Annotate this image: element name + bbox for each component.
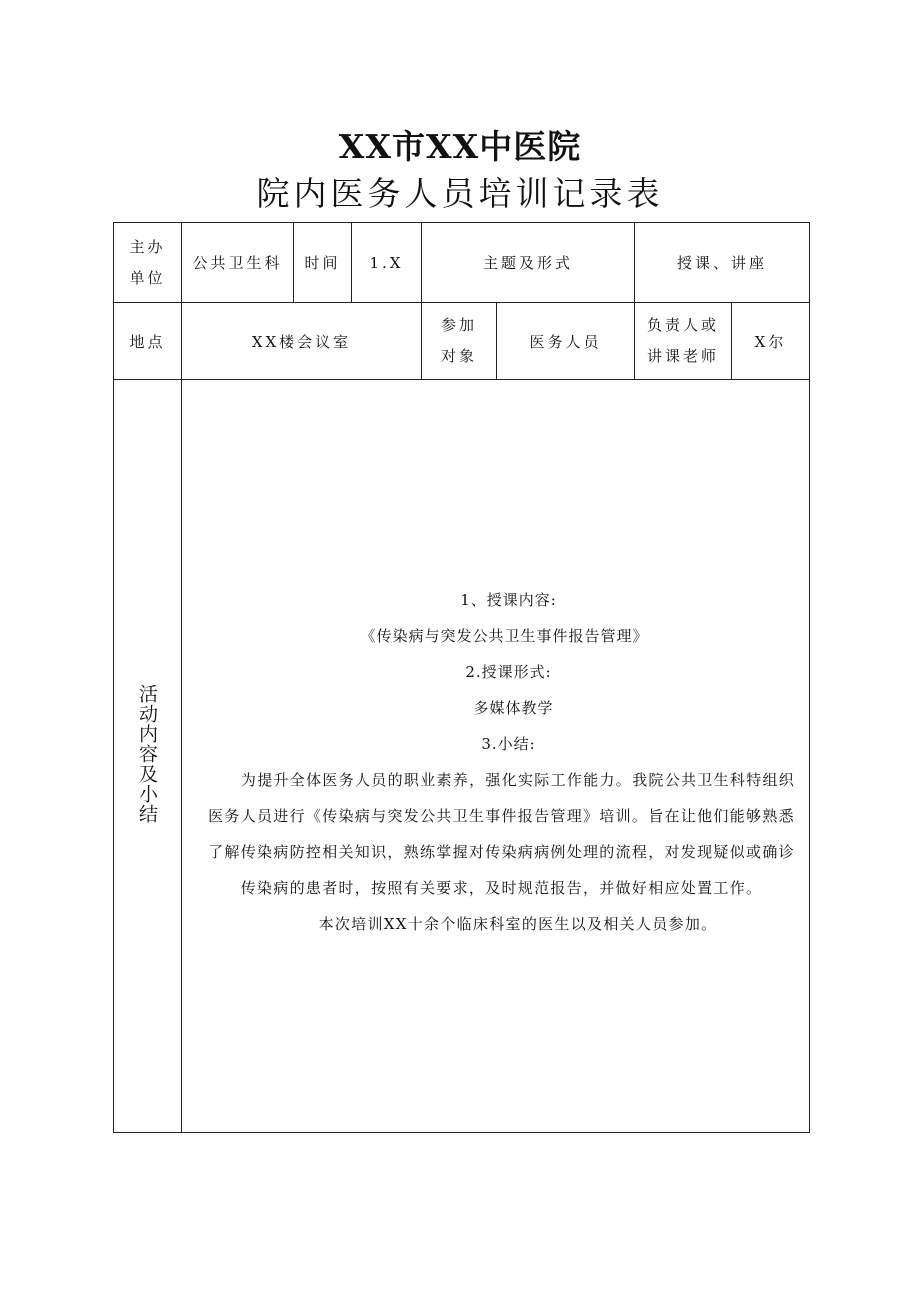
time-value-cell (352, 223, 422, 303)
form-title: 院内医务人员培训记录表 (256, 174, 664, 213)
topic-value: 授课、讲座 (677, 254, 768, 272)
header-row-location (114, 303, 810, 380)
training-record-table (113, 222, 810, 1133)
hospital-name-title: XX市XX中医院 (338, 127, 582, 166)
item1-heading: 1、授课内容: (460, 591, 557, 609)
responsible-label-cell (635, 303, 732, 380)
section-label: 活动内容及小结 (136, 684, 158, 824)
participants-label-cell (422, 303, 497, 380)
participants-value-cell (497, 303, 635, 380)
location-label-cell (114, 303, 182, 380)
topic-label: 主题及形式 (483, 254, 574, 272)
item3-heading: 3.小结: (481, 735, 536, 753)
time-label-cell (294, 223, 352, 303)
summary-paragraph: 为提升全体医务人员的职业素养，强化实际工作能力。我院公共卫生科特组织医务人员进行《传染病与突发公共卫生事件报告管理》培训。旨在让他们能够熟悉了解传染病防控相关知识，熟练掌握对传染病病例处理的流程，对发现疑似或确诊传染病的患者时，按照有关要求，及时规范报告，并做好相应处置工作。 (208, 771, 796, 897)
organizer-value-cell (182, 223, 294, 303)
responsible-label: 负责人或 讲课老师 (647, 316, 720, 365)
responsible-value-cell (732, 303, 810, 380)
time-label: 时间 (304, 254, 341, 272)
location-value-cell (182, 303, 422, 380)
section-label-cell (114, 380, 182, 1133)
organizer-value: 公共卫生科 (192, 254, 283, 272)
attendance-paragraph: 本次培训XX十余个临床科室的医生以及相关人员参加。 (318, 915, 718, 933)
location-label: 地点 (129, 332, 166, 351)
organizer-label-cell (114, 223, 182, 303)
item1-value: 《传染病与突发公共卫生事件报告管理》 (360, 627, 649, 645)
organizer-label: 主办 单位 (129, 237, 166, 287)
topic-label-cell (422, 223, 635, 303)
content-row (114, 380, 810, 1133)
header-row-organizer (114, 223, 810, 303)
activity-content-cell (182, 380, 810, 1133)
responsible-value: X尔 (754, 332, 787, 351)
participants-label: 参加 对象 (440, 316, 477, 365)
location-value: XX楼会议室 (251, 332, 352, 351)
item2-value: 多媒体教学 (473, 699, 554, 717)
time-value: 1.X (369, 253, 404, 272)
topic-value-cell (635, 223, 810, 303)
item2-heading: 2.授课形式: (465, 663, 552, 681)
participants-value: 医务人员 (529, 332, 602, 351)
